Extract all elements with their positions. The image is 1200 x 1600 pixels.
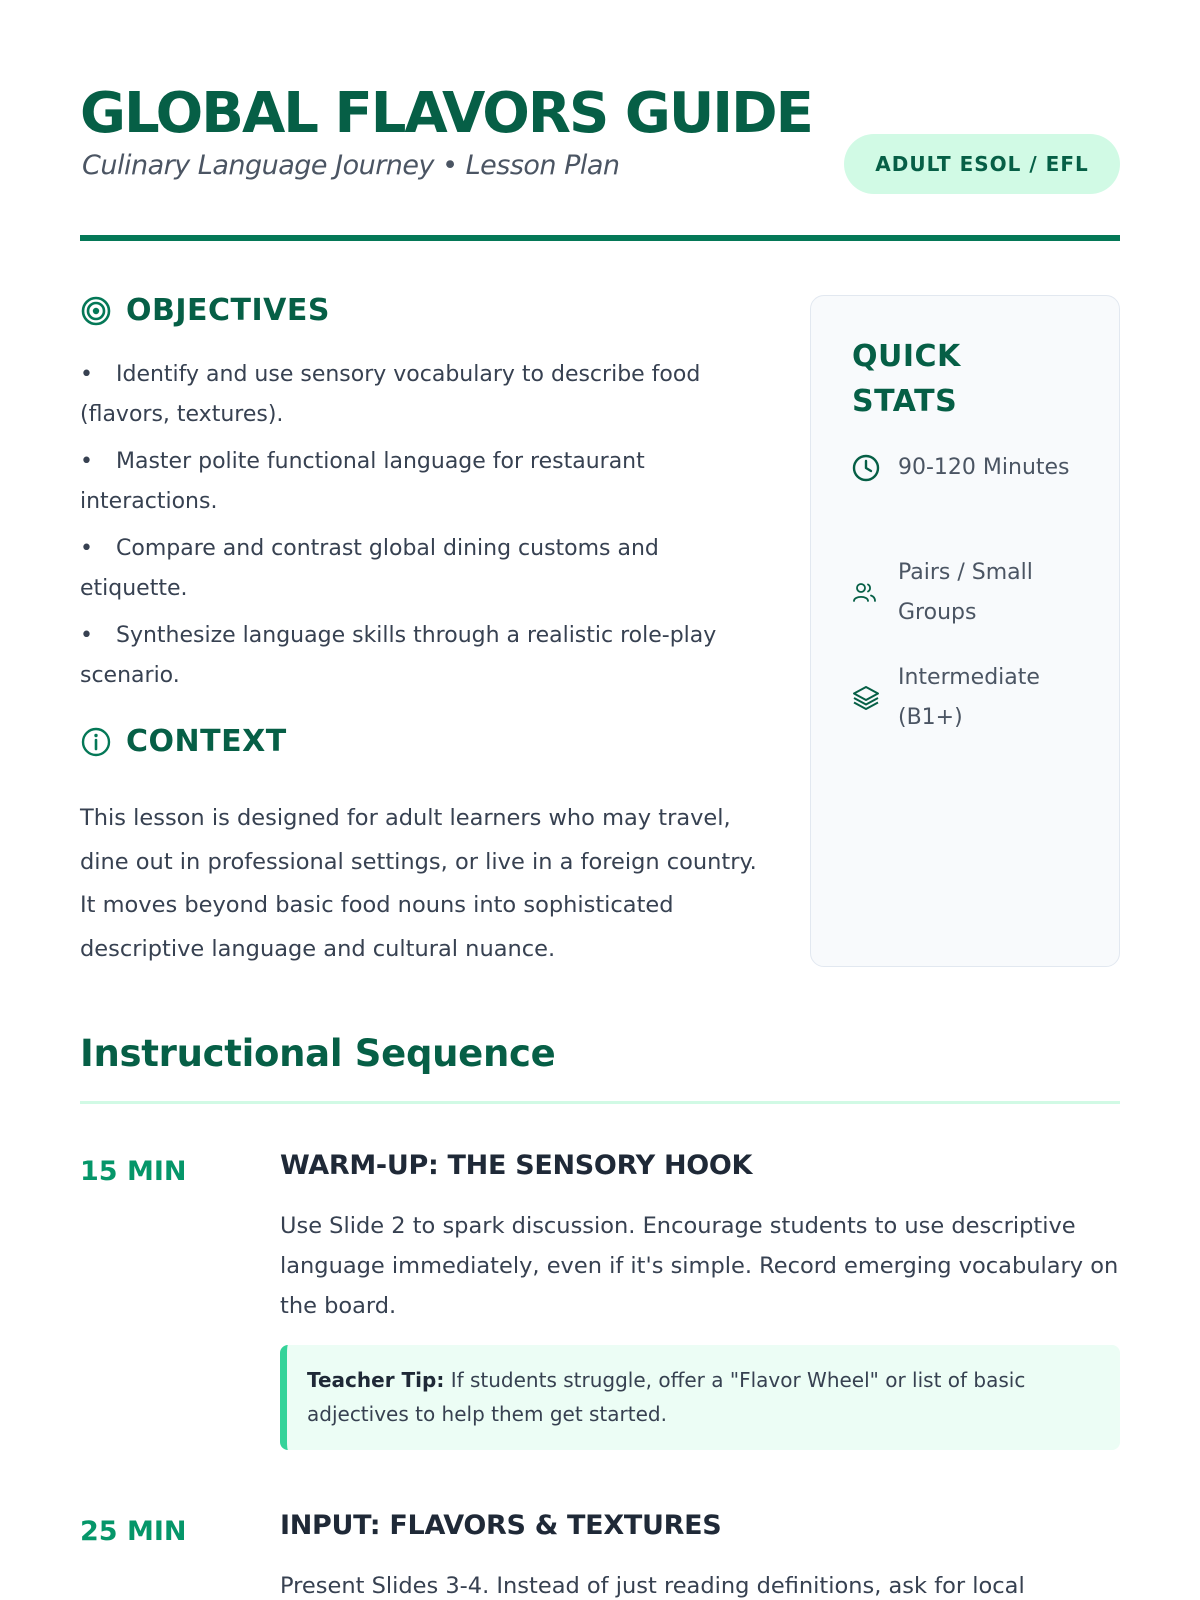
bullet-icon: •: [80, 449, 93, 474]
context-heading-label: CONTEXT: [126, 724, 287, 759]
step-body: Use Slide 2 to spark discussion. Encourage students to use descriptive language immediately, even if it's simple. Record emerging vocabulary on the board.: [280, 1213, 1119, 1319]
sequence-divider: [80, 1101, 1120, 1104]
quick-stats-title: QUICK STATS: [852, 339, 961, 419]
sequence-title: Instructional Sequence: [80, 1032, 556, 1075]
target-icon: [80, 295, 112, 327]
bullet-icon: •: [80, 536, 93, 561]
bullet-icon: •: [80, 623, 93, 648]
header-divider: [80, 235, 1120, 241]
clock-icon: [852, 454, 882, 482]
objectives-heading-label: OBJECTIVES: [126, 293, 330, 328]
objectives-list: [80, 355, 760, 703]
list-item: [80, 442, 760, 522]
objective-text: Identify and use sensory vocabulary to describe food (flavors, textures).: [80, 362, 701, 427]
list-item: [80, 616, 760, 696]
info-icon: [80, 726, 112, 758]
objective-text: Synthesize language skills through a realistic role-play scenario.: [80, 623, 717, 688]
stat-level-text: Intermediate (B1+): [898, 665, 1040, 730]
step-time: 15 MIN: [80, 1156, 187, 1187]
objectives-heading: [80, 293, 330, 328]
page-subtitle: Culinary Language Journey • Lesson Plan: [82, 150, 620, 181]
context-text: This lesson is designed for adult learners who may travel, dine out in professional settings, or live in a foreign country. It moves beyond basic food nouns into sophisticated descriptive language and cultural nuance.: [80, 805, 757, 962]
quick-stats-card: [810, 295, 1120, 967]
teacher-tip: [280, 1345, 1120, 1450]
stat-grouping: [852, 553, 1078, 633]
step-title: INPUT: FLAVORS & TEXTURES: [280, 1510, 722, 1541]
teacher-tip-label: Teacher Tip:: [307, 1368, 445, 1392]
step-time: 25 MIN: [80, 1516, 187, 1547]
stat-duration: [852, 448, 1078, 488]
bullet-icon: •: [80, 362, 93, 387]
stat-duration-text: 90-120 Minutes: [898, 455, 1070, 480]
stat-level: [852, 658, 1078, 738]
stat-grouping-text: Pairs / Small Groups: [898, 560, 1033, 625]
objective-text: Compare and contrast global dining customs and etiquette.: [80, 536, 659, 601]
list-item: [80, 355, 760, 435]
layers-icon: [852, 684, 882, 712]
page-title: GLOBAL FLAVORS GUIDE: [80, 81, 812, 146]
teacher-tip-text: If students struggle, offer a "Flavor Wheel" or list of basic adjectives to help them get started.: [307, 1368, 1026, 1426]
step-body: Present Slides 3-4. Instead of just reading definitions, ask for local: [280, 1573, 1025, 1599]
context-heading: [80, 724, 287, 759]
step-title: WARM-UP: THE SENSORY HOOK: [280, 1150, 753, 1181]
objective-text: Master polite functional language for restaurant interactions.: [80, 449, 645, 514]
list-item: [80, 529, 760, 609]
lesson-plan-page: [80, 0, 1120, 1600]
users-icon: [852, 580, 882, 606]
audience-badge: ADULT ESOL / EFL: [844, 134, 1120, 194]
